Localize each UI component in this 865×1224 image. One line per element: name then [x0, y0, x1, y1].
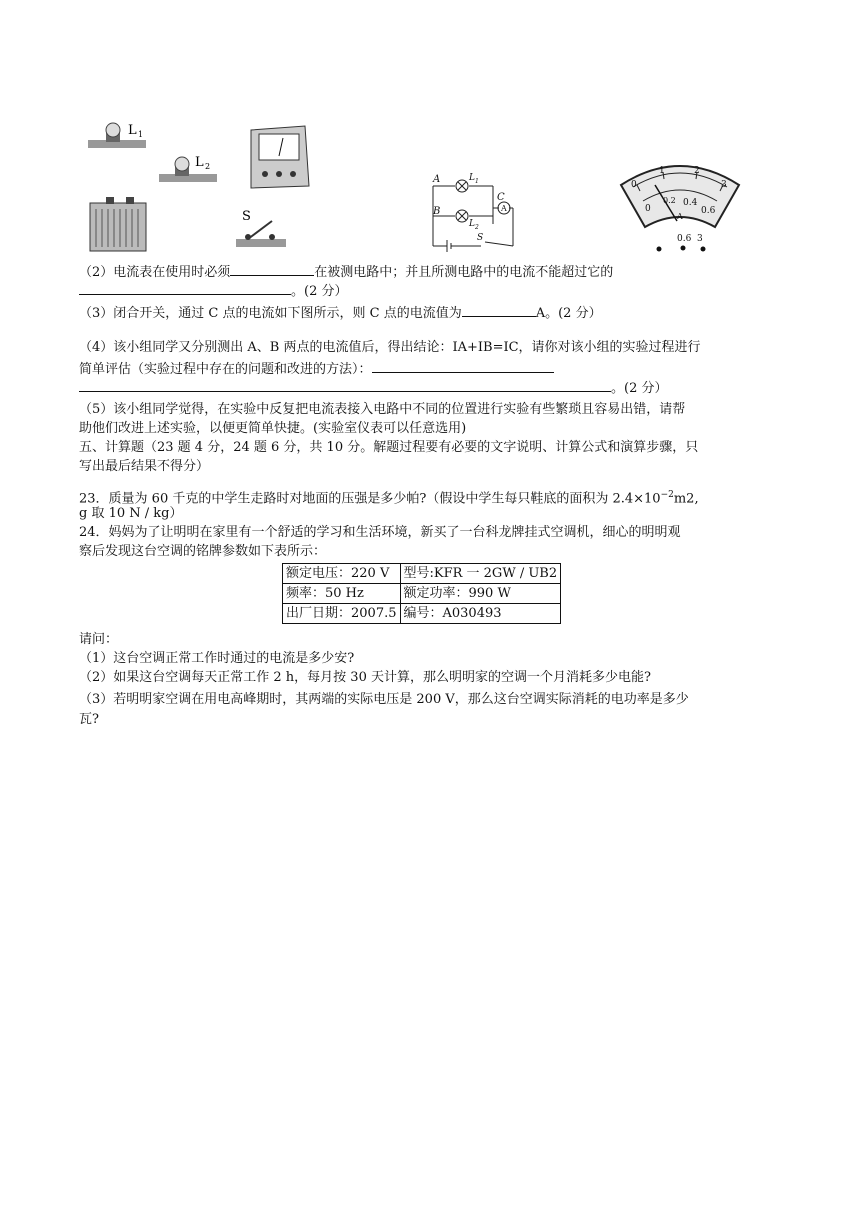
q4-line1: （4）该小组同学又分别测出 A、B 两点的电流值后，得出结论：IA+IB=IC，请你对该小组的实验过程进行 [79, 340, 701, 355]
dial-inner-tick-1: 0.2 [663, 196, 676, 205]
bulb-l1-figure [82, 118, 162, 160]
bulb-l1-label: L [128, 123, 137, 138]
section5-line1: 五、计算题（23 题 4 分，24 题 6 分，共 10 分。解题过程要有必要的文字说明、计算公式和演算步骤，只 [79, 440, 699, 455]
q23-line2: g 取 10 N / kg） [79, 506, 183, 521]
svg-text:1: 1 [475, 178, 479, 185]
dial-outer-tick-1: 1 [659, 166, 665, 176]
ammeter-dial-figure [615, 155, 745, 255]
circuit-meter-label: A [501, 204, 507, 213]
q5-line2: 助他们改进上述实验，以便更简单快捷。(实验室仪表可以任意选用) [79, 421, 467, 436]
q2-line1: （2）电流表在使用时必须 在被测电路中；并且所测电路中的电流不能超过它的 [79, 261, 613, 282]
battery-figure [86, 195, 156, 255]
dial-outer-tick-0: 0 [631, 180, 637, 190]
bulb-l2-label: L [195, 155, 204, 170]
sub-question-2: （2）如果这台空调每天正常工作 2 h，每月按 30 天计算，那么明明家的空调一个月消耗多少电能? [79, 670, 651, 685]
table-cell: 编号：A030493 [400, 604, 561, 624]
q3-line: （3）闭合开关，通过 C 点的电流如下图所示，则 C 点的电流值为 A。(2 分） [79, 302, 602, 323]
table-row [283, 604, 561, 624]
circuit-l2-label: L [469, 219, 475, 229]
circuit-switch-label: S [477, 233, 484, 243]
table-cell: 型号:KFR 一 2GW / UB2 [400, 564, 561, 584]
node-c-label: C [497, 192, 505, 203]
svg-text:1: 1 [138, 130, 144, 139]
table-cell: 额定电压：220 V [283, 564, 401, 584]
dial-outer-tick-3: 3 [721, 180, 727, 190]
q24-line1: 24．妈妈为了让明明在家里有一个舒适的学习和生活环境，新买了一台科龙牌挂式空调机，细心的明明观 [79, 525, 681, 540]
nameplate-table [282, 563, 561, 624]
q2-line2: 。(2 分） [79, 280, 347, 301]
q4-line2: 简单评估（实验过程中存在的问题和改进的方法）： [79, 358, 554, 379]
dial-inner-tick-2: 0.4 [683, 198, 698, 208]
q4-blank2[interactable] [79, 377, 611, 392]
svg-text:2: 2 [475, 224, 479, 231]
switch-figure [228, 205, 298, 253]
table-cell: 额定功率：990 W [400, 584, 561, 604]
sub-question-3-line2: 瓦? [79, 712, 99, 727]
q4-blank1[interactable] [372, 358, 554, 373]
q3-blank[interactable] [462, 302, 536, 317]
table-row [283, 584, 561, 604]
switch-label: S [242, 209, 251, 224]
ammeter-device-figure [245, 122, 315, 192]
q5-line1: （5）该小组同学觉得，在实验中反复把电流表接入电路中不同的位置进行实验有些繁琐且容易出错，请帮 [79, 402, 686, 417]
dial-inner-tick-3: 0.6 [701, 206, 716, 216]
circuit-l1-label: L [469, 173, 475, 183]
terminal-label-0-6: 0.6 [677, 234, 692, 244]
circuit-diagram [425, 168, 525, 254]
node-a-label: A [433, 174, 441, 185]
q4-line3: 。(2 分） [79, 377, 667, 398]
q24-line2: 察后发现这台空调的铭牌参数如下表所示： [79, 544, 327, 559]
table-row [283, 564, 561, 584]
sub-question-3-line1: （3）若明明家空调在用电高峰期时，其两端的实际电压是 200 V，那么这台空调实际消耗的电功率是多少 [79, 692, 689, 707]
table-cell: 频率：50 Hz [283, 584, 401, 604]
node-b-label: B [433, 206, 441, 217]
q23-line1: 23．质量为 60 千克的中学生走路时对地面的压强是多少帕?（假设中学生每只鞋底的面积为 $2.4\times 10^{-2}m2$, [79, 490, 699, 507]
dial-unit: A [677, 212, 683, 221]
table-cell: 出厂日期：2007.5 [283, 604, 401, 624]
sub-question-1: （1）这台空调正常工作时通过的电流是多少安? [79, 651, 355, 666]
terminal-label-3: 3 [697, 234, 703, 244]
dial-inner-tick-0: 0 [645, 204, 651, 214]
bulb-l2-figure [155, 150, 235, 192]
ask-line: 请问： [79, 632, 119, 647]
svg-text:2: 2 [205, 162, 211, 171]
q2-blank1[interactable] [230, 261, 314, 276]
section5-line2: 写出最后结果不得分） [79, 459, 210, 474]
dial-outer-tick-2: 2 [694, 166, 700, 176]
q2-blank2[interactable] [79, 280, 291, 295]
